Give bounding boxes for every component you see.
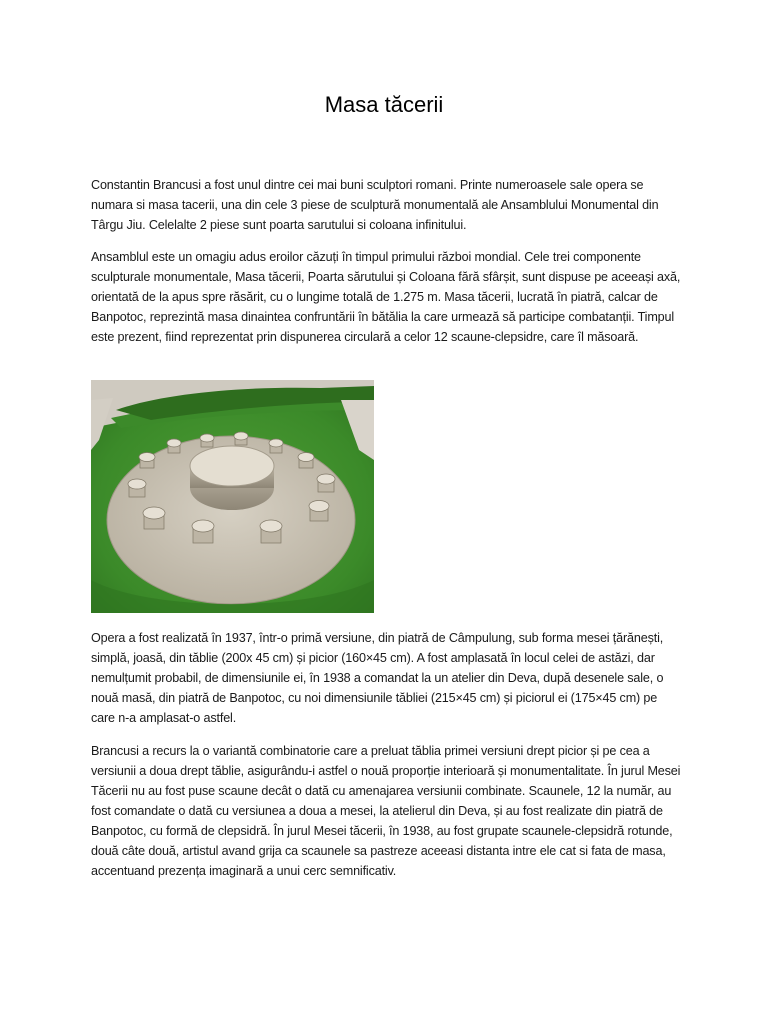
- table-of-silence-photo: [91, 380, 374, 613]
- paragraph-intro: Constantin Brancusi a fost unul dintre cei mai buni sculptori romani. Printe numeroasele sale opera se numara si masa tacerii, una din cele 3 piese de sculptură monumentală ale Ansamblului Monumental din Târgu Jiu. Celelalte 2 piese sunt poarta sarutului si coloana infinitului.: [91, 178, 659, 232]
- page-title: Masa tăcerii: [324, 92, 444, 117]
- paragraph-history: Opera a fost realizată în 1937, într-o primă versiune, din piatră de Câmpulung, sub forma mesei țărănești, simplă, joasă, din tăblie (200x 45 cm) și picior (160×45 cm). A fost amplasată în locul celei de astăzi, dar nemulțumit probabil, de dimensiunile ei, în 1938 a comandat la un atelier din Deva, după desenele sale, o nouă masă, din piatră de Banpotoc, cu noi dimensiunile tăbliei (215×45 cm) și piciorul ei (175×45 cm) pe care n-a amplasat-o astfel.: [91, 631, 664, 725]
- paragraph-combination: Brancusi a recurs la o variantă combinatorie care a preluat tăblia primei versiuni drept picior și pe cea a versiunii a doua drept tăblie, asigurându-i astfel o nouă proporție interioară și monumentalitate. În jurul Mesei Tăcerii nu au fost puse scaune decât o dată cu amenajarea versiunii combinate. Scaunele, 12 la număr, au fost comandate o dată cu versiunea a doua a mesei, la atelierul din Deva, și au fost realizate din piatră de Banpotoc, cu formă de clepsidră. În jurul Mesei tăcerii, în 1938, au fost grupate scaunele-clepsidră rotunde, două câte două, artistul avand grija ca scaunele sa pastreze aceeasi distanta intre ele cat si fata de masa, accentuand prezența imaginară a unui cerc semnificativ.: [91, 744, 681, 878]
- paragraph-ensemble: Ansamblul este un omagiu adus eroilor căzuți în timpul primului război mondial. Cele trei componente sculpturale monumentale, Masa tăcerii, Poarta sărutului și Coloana fără sfârșit, sunt dispuse pe aceeași axă, orientată de la apus spre răsărit, cu o lungime totală de 1.275 m. Masa tăcerii, lucrată în piatră, calcar de Banpotoc, reprezintă masa dinaintea confruntării în bătălia la care urmează să participe combatanții. Timpul este prezent, fiind reprezentat prin dispunerea circulară a celor 12 scaune-clepsidre, care îl măsoară.: [91, 250, 681, 344]
